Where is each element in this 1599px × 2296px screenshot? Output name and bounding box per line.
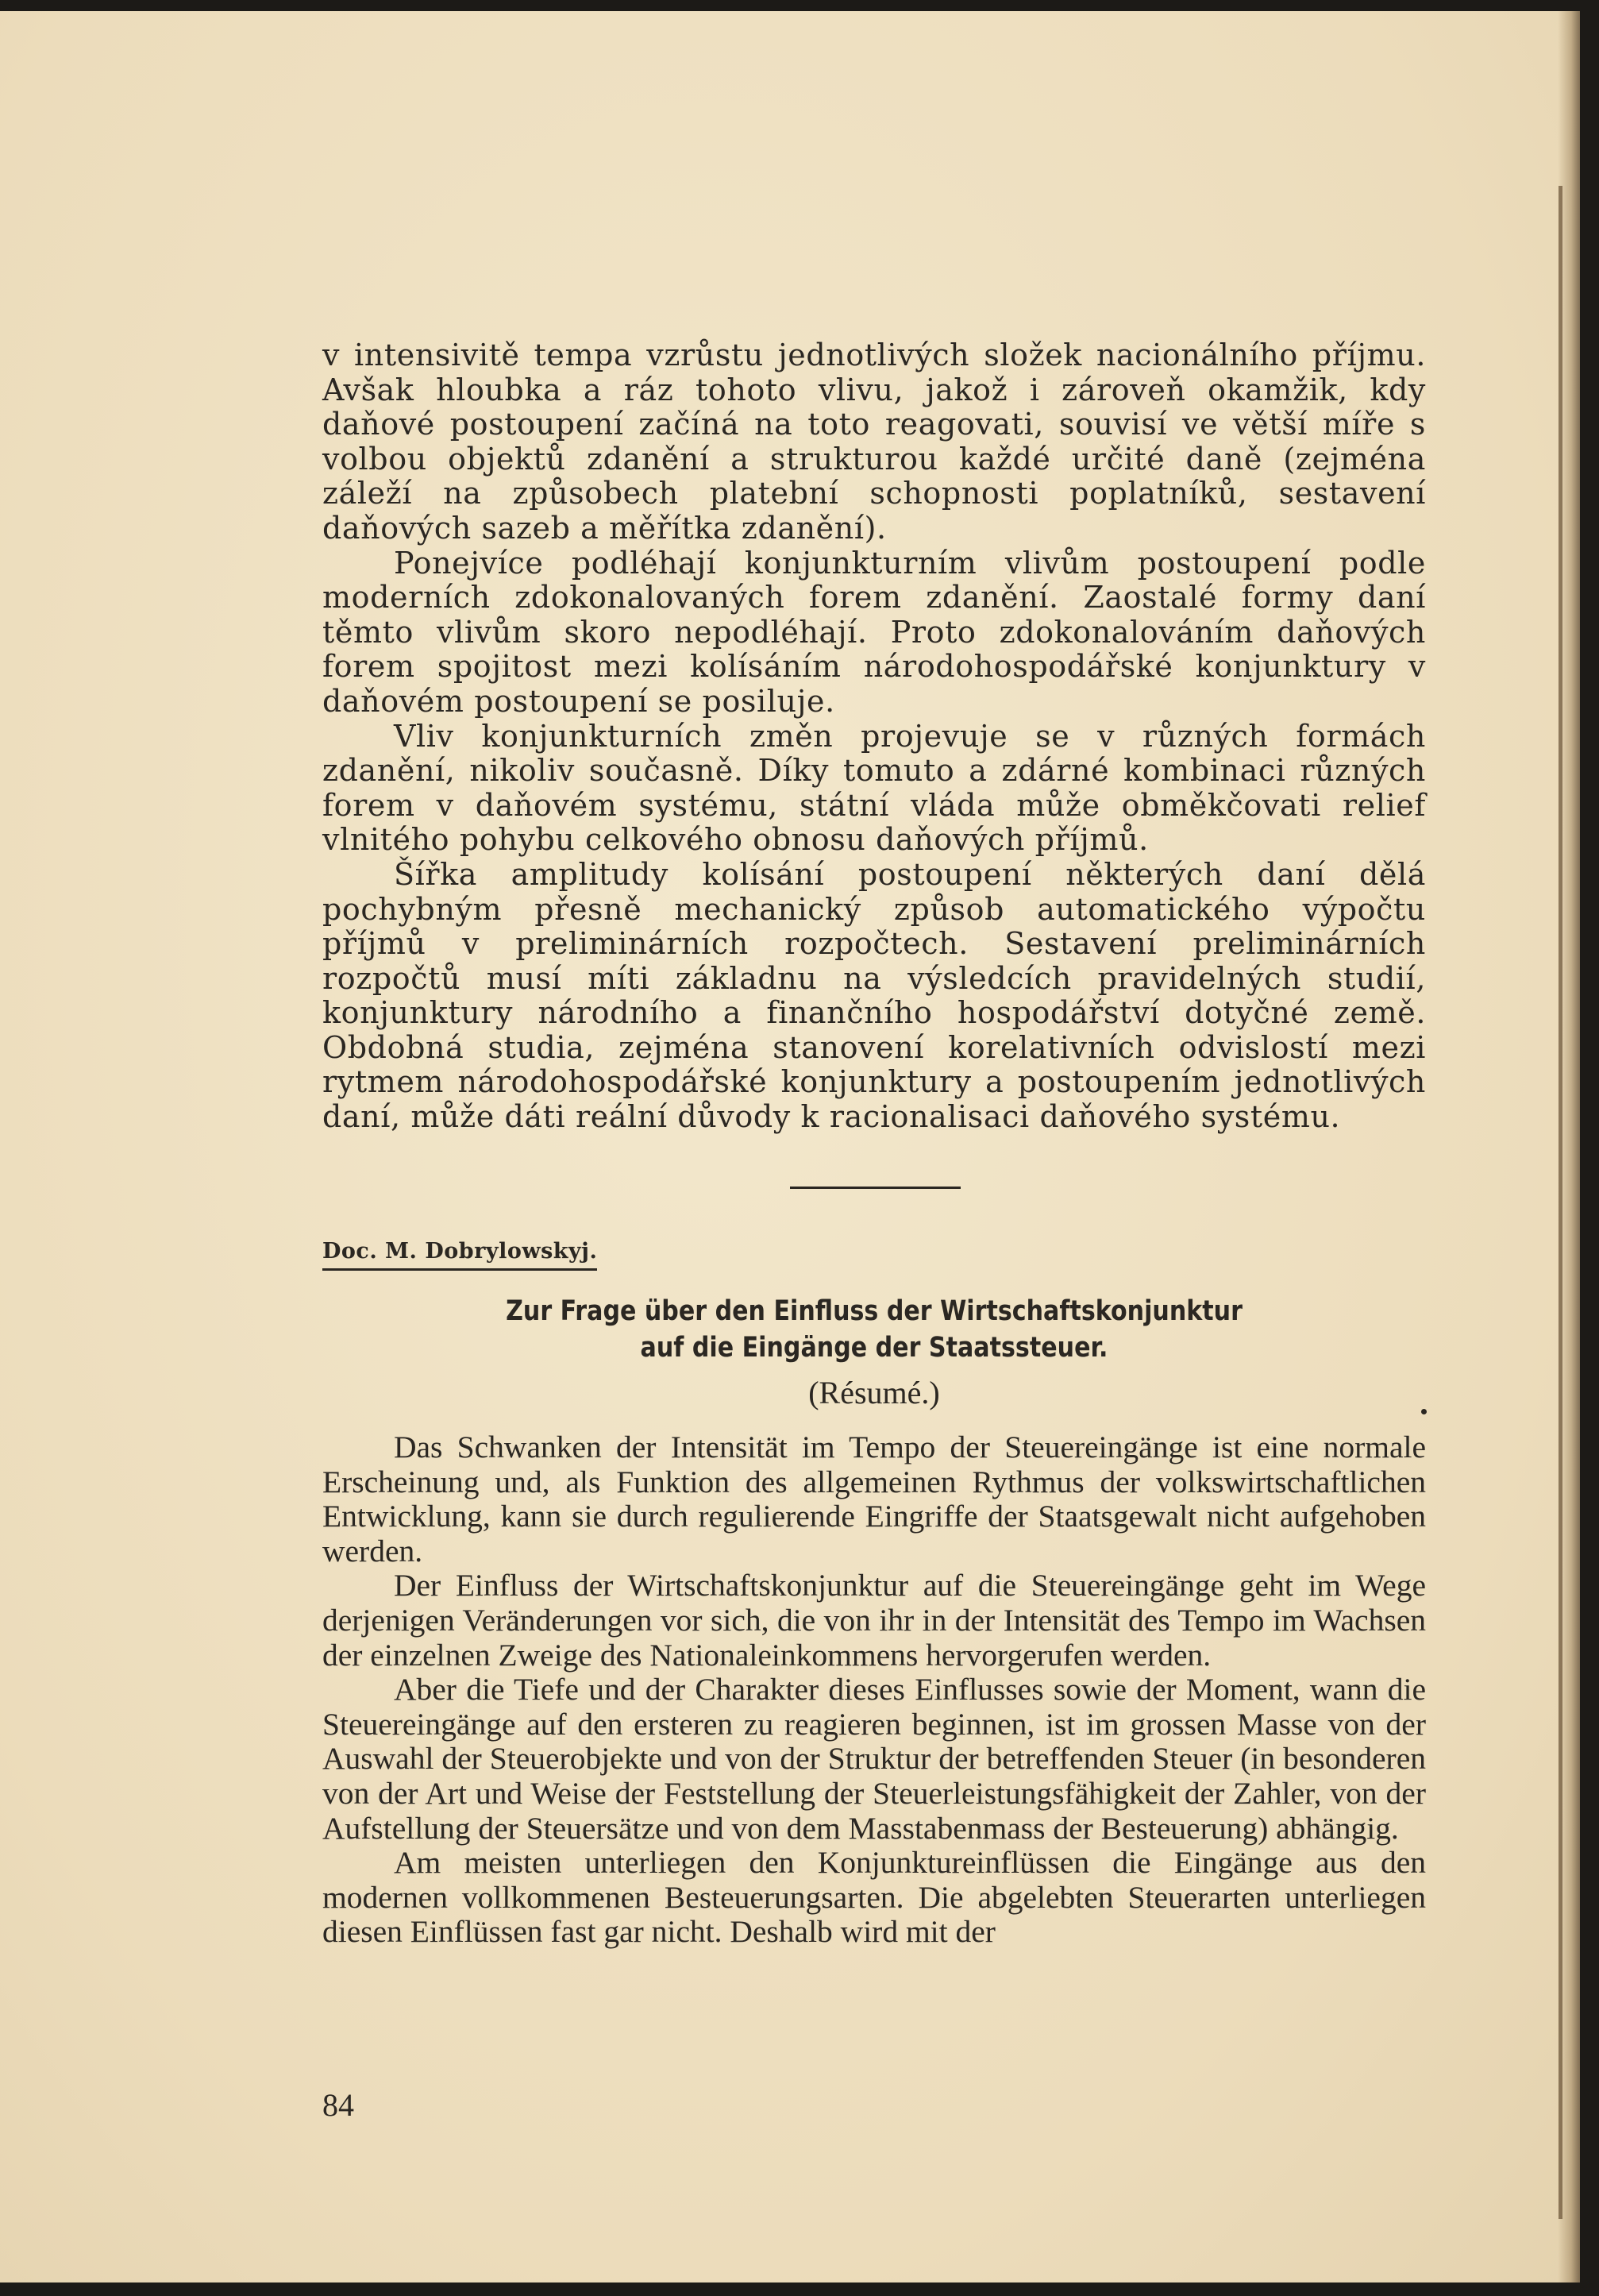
article-title [399, 1293, 1348, 1366]
czech-paragraph-1: v intensivitě tempa vzrůstu jednotlivých složek nacionálního příjmu. Avšak hloubka a ráz tohoto vlivu, jakož i zároveň okamžik, kdy daňové postoupení začíná na toto reagovati, souvisí ve větší míře s volbou objektů zdanění a strukturou každé určité daně (zejména záleží na způsobech platební schopnosti poplatníků, sestavení daňových sazeb a měřítka zdanění). [322, 338, 1426, 546]
article-subtitle: (Résumé.) [808, 1375, 940, 1410]
german-paragraph-1: Das Schwanken der Intensität im Tempo der Steuereingänge ist eine normale Erscheinung und, als Funktion des allgemeinen Rythmus der volkswirtschaftlichen Entwicklung, kann sie durch regulierende Eingriffe der Staatsgewalt nicht aufgehoben werden. [322, 1430, 1426, 1569]
czech-paragraph-4: Šířka amplitudy kolísání postoupení některých daní dělá pochybným přesně mechanický způsob automatického výpočtu příjmů v preliminárních rozpočtech. Sestavení preliminárních rozpočtů musí míti základnu na výsledcích pravidelných studií, konjunktury národního a finančního hospodářství dotyčné země. Obdobná studia, zejména stanovení korelativních odvislostí mezi rytmem národohospodářské konjunktury a postoupením jednotlivých daní, může dáti reální důvody k racionalisaci daňového systému. [322, 856, 1426, 1135]
ink-speck [1421, 1409, 1427, 1414]
czech-text-section [322, 338, 1426, 1135]
title-line-1: Zur Frage über den Einfluss der Wirtschaftskonjunktur [506, 1295, 1243, 1327]
german-text-section [322, 1430, 1426, 1950]
german-paragraph-2: Der Einfluss der Wirtschaftskonjunktur auf die Steuereingänge geht im Wege derjenigen Veränderungen vor sich, die von ihr in der Intensität des Tempo im Wachsen der einzelnen Zweige des Nationaleinkommens hervorgerufen werden. [322, 1568, 1426, 1673]
czech-paragraph-2: Ponejvíce podléhají konjunkturním vlivům postoupení podle moderních zdokonalovaných forem zdanění. Zaostalé formy daní těmto vlivům skoro nepodléhají. Proto zdokonalováním daňových forem spojitost mezi kolísáním národohospodářské konjunktury v daňovém postoupení se posiluje. [322, 545, 1426, 719]
german-paragraph-4: Am meisten unterliegen den Konjunktureinflüssen die Eingänge aus den modernen vollkommenen Besteuerungsarten. Die abgelebten Steuerarten unterliegen diesen Einflüssen fast gar nicht. Deshalb wird mit der [322, 1845, 1426, 1950]
section-separator [790, 1187, 961, 1189]
binding-shadow-line [1559, 186, 1562, 2219]
german-paragraph-3: Aber die Tiefe und der Charakter dieses Einflusses sowie der Moment, wann die Steuereingänge auf den ersteren zu reagieren beginnen, ist im grossen Masse von der Auswahl der Steuerobjekte und von der Struktur der betreffenden Steuer (in besonderen von der Art und Weise der Feststellung der Steuerleistungsfähigkeit der Zahler, von der Aufstellung der Steuersätze und von dem Masstabenmass der Besteuerung) abhängig. [322, 1672, 1426, 1846]
page-number: 84 [322, 2087, 354, 2123]
czech-paragraph-3: Vliv konjunkturních změn projevuje se v různých formách zdanění, nikoliv současně. Díky tomuto a zdárné kombinaci různých forem v daňovém systému, státní vláda může obměkčovati relief vlnitého pohybu celkového obnosu daňových příjmů. [322, 718, 1426, 858]
scanned-page [0, 11, 1580, 2282]
title-line-2: auf die Eingänge der Staatssteuer. [640, 1332, 1108, 1364]
author-name: Doc. M. Dobrylowskyj. [322, 1239, 597, 1271]
